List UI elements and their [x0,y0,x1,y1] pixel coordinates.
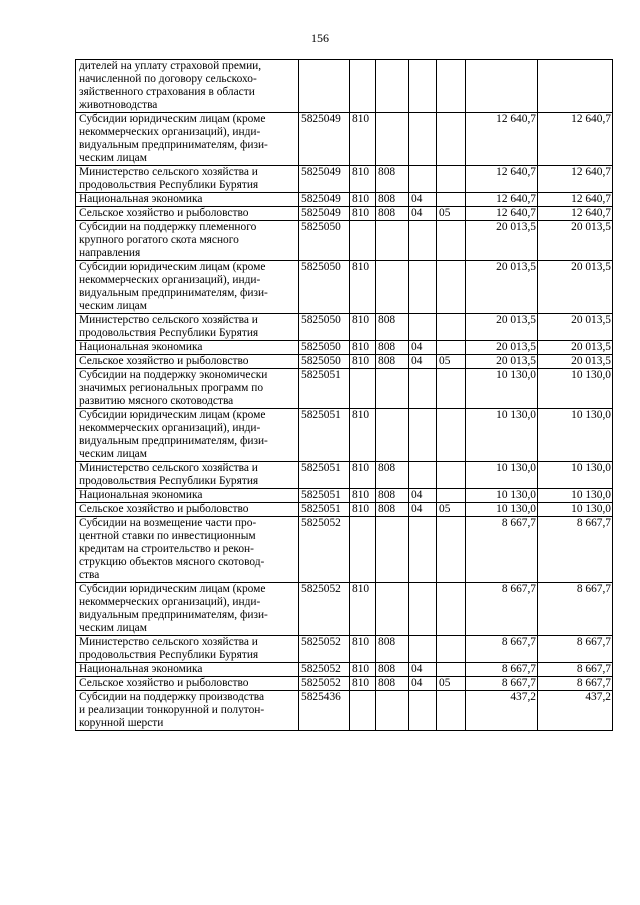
section-cell: 04 [409,355,437,369]
ministry-code-cell [376,369,409,409]
section-cell: 04 [409,207,437,221]
ministry-code-cell [376,409,409,462]
item-name-line: Субсидии юридическим лицам (кроме [79,113,266,125]
item-name-line: Субсидии на поддержку племенного [79,221,257,233]
table-row [76,517,613,583]
item-name-line: струкцию объектов мясного скотовод- [79,556,265,568]
item-name-line: начисленной по договору сельскохо- [79,73,257,85]
target-code-cell: 5825049 [299,166,350,193]
amount-cell: 20 013,5 [466,221,538,261]
ministry-code-cell: 808 [376,355,409,369]
amount-cell [538,60,613,113]
amount-cell: 8 667,7 [538,663,613,677]
budget-table [75,59,613,731]
amount-cell: 12 640,7 [466,193,538,207]
subsection-cell [437,462,466,489]
amount-cell: 8 667,7 [538,517,613,583]
ministry-code-cell [376,517,409,583]
target-code-cell: 5825049 [299,207,350,221]
ministry-code-cell: 808 [376,314,409,341]
target-code-cell: 5825050 [299,221,350,261]
expense-type-cell: 810 [350,503,376,517]
table-body [76,60,613,731]
subsection-cell [437,341,466,355]
expense-type-cell [350,60,376,113]
section-cell: 04 [409,503,437,517]
item-name-line: видуальным предпринимателям, физи- [79,435,268,447]
amount-cell: 12 640,7 [538,207,613,221]
target-code-cell: 5825052 [299,677,350,691]
item-name-line: дителей на уплату страховой премии, [79,60,262,72]
target-code-cell [299,60,350,113]
section-cell [409,409,437,462]
subsection-cell [437,636,466,663]
amount-cell: 12 640,7 [538,166,613,193]
subsection-cell [437,691,466,731]
item-name-line: и реализации тонкорунной и полутон- [79,704,265,716]
target-code-cell: 5825052 [299,636,350,663]
amount-cell: 20 013,5 [538,261,613,314]
amount-cell: 8 667,7 [538,677,613,691]
expense-type-cell: 810 [350,583,376,636]
item-name-line: ства [79,569,100,581]
amount-cell [466,60,538,113]
amount-cell: 10 130,0 [538,489,613,503]
item-name-line: некоммерческих организаций), инди- [79,274,261,286]
subsection-cell [437,409,466,462]
section-cell [409,166,437,193]
item-name-line: направления [79,247,141,259]
item-name-cell [76,193,299,207]
amount-cell: 20 013,5 [538,221,613,261]
amount-cell: 8 667,7 [466,583,538,636]
expense-type-cell: 810 [350,341,376,355]
item-name-line: ческим лицам [79,448,147,460]
item-name-cell [76,369,299,409]
subsection-cell [437,369,466,409]
ministry-code-cell: 808 [376,341,409,355]
subsection-cell [437,489,466,503]
expense-type-cell: 810 [350,261,376,314]
item-name-line: некоммерческих организаций), инди- [79,422,261,434]
item-name-line: некоммерческих организаций), инди- [79,596,261,608]
target-code-cell: 5825052 [299,517,350,583]
table-row [76,221,613,261]
target-code-cell: 5825049 [299,113,350,166]
table-row [76,193,613,207]
item-name-cell [76,341,299,355]
ministry-code-cell: 808 [376,193,409,207]
item-name-line: Субсидии юридическим лицам (кроме [79,583,266,595]
item-name-cell [76,261,299,314]
item-name-line: Национальная экономика [79,341,203,353]
ministry-code-cell [376,583,409,636]
item-name-cell [76,166,299,193]
table-row [76,636,613,663]
amount-cell: 20 013,5 [538,314,613,341]
subsection-cell [437,193,466,207]
item-name-line: Национальная экономика [79,489,203,501]
item-name-line: Национальная экономика [79,663,203,675]
ministry-code-cell: 808 [376,166,409,193]
ministry-code-cell [376,113,409,166]
section-cell [409,583,437,636]
table-row [76,663,613,677]
subsection-cell [437,60,466,113]
table-row [76,207,613,221]
amount-cell: 10 130,0 [538,369,613,409]
table-row [76,314,613,341]
target-code-cell: 5825051 [299,369,350,409]
section-cell [409,113,437,166]
item-name-line: ческим лицам [79,152,147,164]
amount-cell: 8 667,7 [538,636,613,663]
item-name-cell [76,489,299,503]
amount-cell: 8 667,7 [466,677,538,691]
expense-type-cell: 810 [350,489,376,503]
item-name-line: некоммерческих организаций), инди- [79,126,261,138]
item-name-cell [76,207,299,221]
table-row [76,60,613,113]
amount-cell: 20 013,5 [538,341,613,355]
amount-cell: 12 640,7 [466,207,538,221]
section-cell: 04 [409,663,437,677]
expense-type-cell: 810 [350,663,376,677]
section-cell [409,314,437,341]
table-row [76,261,613,314]
expense-type-cell: 810 [350,409,376,462]
expense-type-cell: 810 [350,636,376,663]
subsection-cell [437,221,466,261]
item-name-cell [76,113,299,166]
amount-cell: 12 640,7 [466,166,538,193]
item-name-line: продовольствия Республики Бурятия [79,649,259,661]
ministry-code-cell: 808 [376,636,409,663]
expense-type-cell: 810 [350,207,376,221]
table-row [76,583,613,636]
subsection-cell: 05 [437,503,466,517]
table-row [76,113,613,166]
amount-cell: 12 640,7 [538,193,613,207]
amount-cell: 437,2 [466,691,538,731]
amount-cell: 10 130,0 [538,462,613,489]
expense-type-cell: 810 [350,314,376,341]
amount-cell: 20 013,5 [466,261,538,314]
table-row [76,462,613,489]
item-name-line: Национальная экономика [79,193,203,205]
item-name-line: продовольствия Республики Бурятия [79,475,259,487]
expense-type-cell: 810 [350,193,376,207]
target-code-cell: 5825049 [299,193,350,207]
item-name-line: ческим лицам [79,622,147,634]
ministry-code-cell [376,221,409,261]
subsection-cell [437,517,466,583]
item-name-cell [76,409,299,462]
item-name-cell [76,221,299,261]
amount-cell: 437,2 [538,691,613,731]
target-code-cell: 5825051 [299,409,350,462]
subsection-cell [437,663,466,677]
item-name-line: ческим лицам [79,300,147,312]
item-name-line: Министерство сельского хозяйства и [79,462,258,474]
expense-type-cell: 810 [350,166,376,193]
item-name-line: Министерство сельского хозяйства и [79,166,258,178]
item-name-line: корунной шерсти [79,717,164,729]
subsection-cell [437,583,466,636]
subsection-cell: 05 [437,677,466,691]
item-name-line: Субсидии на поддержку производства [79,691,265,703]
item-name-line: Сельское хозяйство и рыболовство [79,503,249,515]
expense-type-cell [350,221,376,261]
ministry-code-cell: 808 [376,677,409,691]
amount-cell: 10 130,0 [466,462,538,489]
section-cell [409,517,437,583]
table-row [76,369,613,409]
item-name-line: видуальным предпринимателям, физи- [79,139,268,151]
section-cell: 04 [409,489,437,503]
item-name-line: зяйственного страхования в области [79,86,255,98]
item-name-cell [76,583,299,636]
expense-type-cell [350,517,376,583]
amount-cell: 8 667,7 [466,517,538,583]
section-cell [409,462,437,489]
item-name-line: Субсидии на поддержку экономически [79,369,268,381]
amount-cell: 8 667,7 [466,636,538,663]
target-code-cell: 5825051 [299,489,350,503]
item-name-line: значимых региональных программ по [79,382,264,394]
table-row [76,489,613,503]
amount-cell: 10 130,0 [538,409,613,462]
target-code-cell: 5825052 [299,663,350,677]
amount-cell: 10 130,0 [466,489,538,503]
table-row [76,409,613,462]
section-cell [409,369,437,409]
amount-cell: 12 640,7 [466,113,538,166]
target-code-cell: 5825436 [299,691,350,731]
subsection-cell [437,314,466,341]
amount-cell: 20 013,5 [538,355,613,369]
item-name-cell [76,462,299,489]
table-row [76,677,613,691]
item-name-cell [76,355,299,369]
item-name-line: продовольствия Республики Бурятия [79,179,259,191]
amount-cell: 8 667,7 [466,663,538,677]
item-name-cell [76,636,299,663]
item-name-cell [76,314,299,341]
table-row [76,166,613,193]
ministry-code-cell [376,60,409,113]
amount-cell: 8 667,7 [538,583,613,636]
ministry-code-cell [376,691,409,731]
item-name-line: развитию мясного скотоводства [79,395,234,407]
expense-type-cell: 810 [350,462,376,489]
item-name-line: центной ставки по инвестиционным [79,530,256,542]
target-code-cell: 5825052 [299,583,350,636]
item-name-line: Сельское хозяйство и рыболовство [79,355,249,367]
section-cell [409,636,437,663]
amount-cell: 10 130,0 [466,369,538,409]
section-cell [409,60,437,113]
section-cell [409,691,437,731]
subsection-cell [437,261,466,314]
ministry-code-cell: 808 [376,503,409,517]
item-name-cell [76,663,299,677]
subsection-cell [437,166,466,193]
target-code-cell: 5825051 [299,503,350,517]
amount-cell: 20 013,5 [466,341,538,355]
table-row [76,691,613,731]
subsection-cell [437,113,466,166]
ministry-code-cell: 808 [376,489,409,503]
item-name-line: Сельское хозяйство и рыболовство [79,677,249,689]
table-row [76,355,613,369]
item-name-line: кредитам на строительство и рекон- [79,543,254,555]
section-cell [409,261,437,314]
subsection-cell: 05 [437,355,466,369]
item-name-cell [76,517,299,583]
item-name-line: Сельское хозяйство и рыболовство [79,207,249,219]
section-cell: 04 [409,193,437,207]
expense-type-cell: 810 [350,113,376,166]
amount-cell: 10 130,0 [466,409,538,462]
table-row [76,503,613,517]
amount-cell: 10 130,0 [538,503,613,517]
expense-type-cell: 810 [350,355,376,369]
amount-cell: 20 013,5 [466,314,538,341]
item-name-line: видуальным предпринимателям, физи- [79,287,268,299]
expense-type-cell [350,369,376,409]
item-name-line: Субсидии юридическим лицам (кроме [79,261,266,273]
expense-type-cell: 810 [350,677,376,691]
amount-cell: 10 130,0 [466,503,538,517]
item-name-line: Субсидии на возмещение части про- [79,517,257,529]
item-name-line: животноводства [79,99,158,111]
item-name-cell [76,691,299,731]
expense-type-cell [350,691,376,731]
section-cell [409,221,437,261]
item-name-line: видуальным предпринимателям, физи- [79,609,268,621]
item-name-line: Министерство сельского хозяйства и [79,636,258,648]
section-cell: 04 [409,341,437,355]
target-code-cell: 5825050 [299,341,350,355]
target-code-cell: 5825050 [299,355,350,369]
amount-cell: 12 640,7 [538,113,613,166]
item-name-line: Субсидии юридическим лицам (кроме [79,409,266,421]
ministry-code-cell: 808 [376,462,409,489]
ministry-code-cell [376,261,409,314]
target-code-cell: 5825050 [299,314,350,341]
item-name-cell [76,60,299,113]
ministry-code-cell: 808 [376,663,409,677]
subsection-cell: 05 [437,207,466,221]
item-name-line: Министерство сельского хозяйства и [79,314,258,326]
table-row [76,341,613,355]
item-name-line: крупного рогатого скота мясного [79,234,239,246]
page-number: 156 [311,31,329,45]
item-name-line: продовольствия Республики Бурятия [79,327,259,339]
item-name-cell [76,677,299,691]
ministry-code-cell: 808 [376,207,409,221]
target-code-cell: 5825051 [299,462,350,489]
target-code-cell: 5825050 [299,261,350,314]
section-cell: 04 [409,677,437,691]
item-name-cell [76,503,299,517]
amount-cell: 20 013,5 [466,355,538,369]
